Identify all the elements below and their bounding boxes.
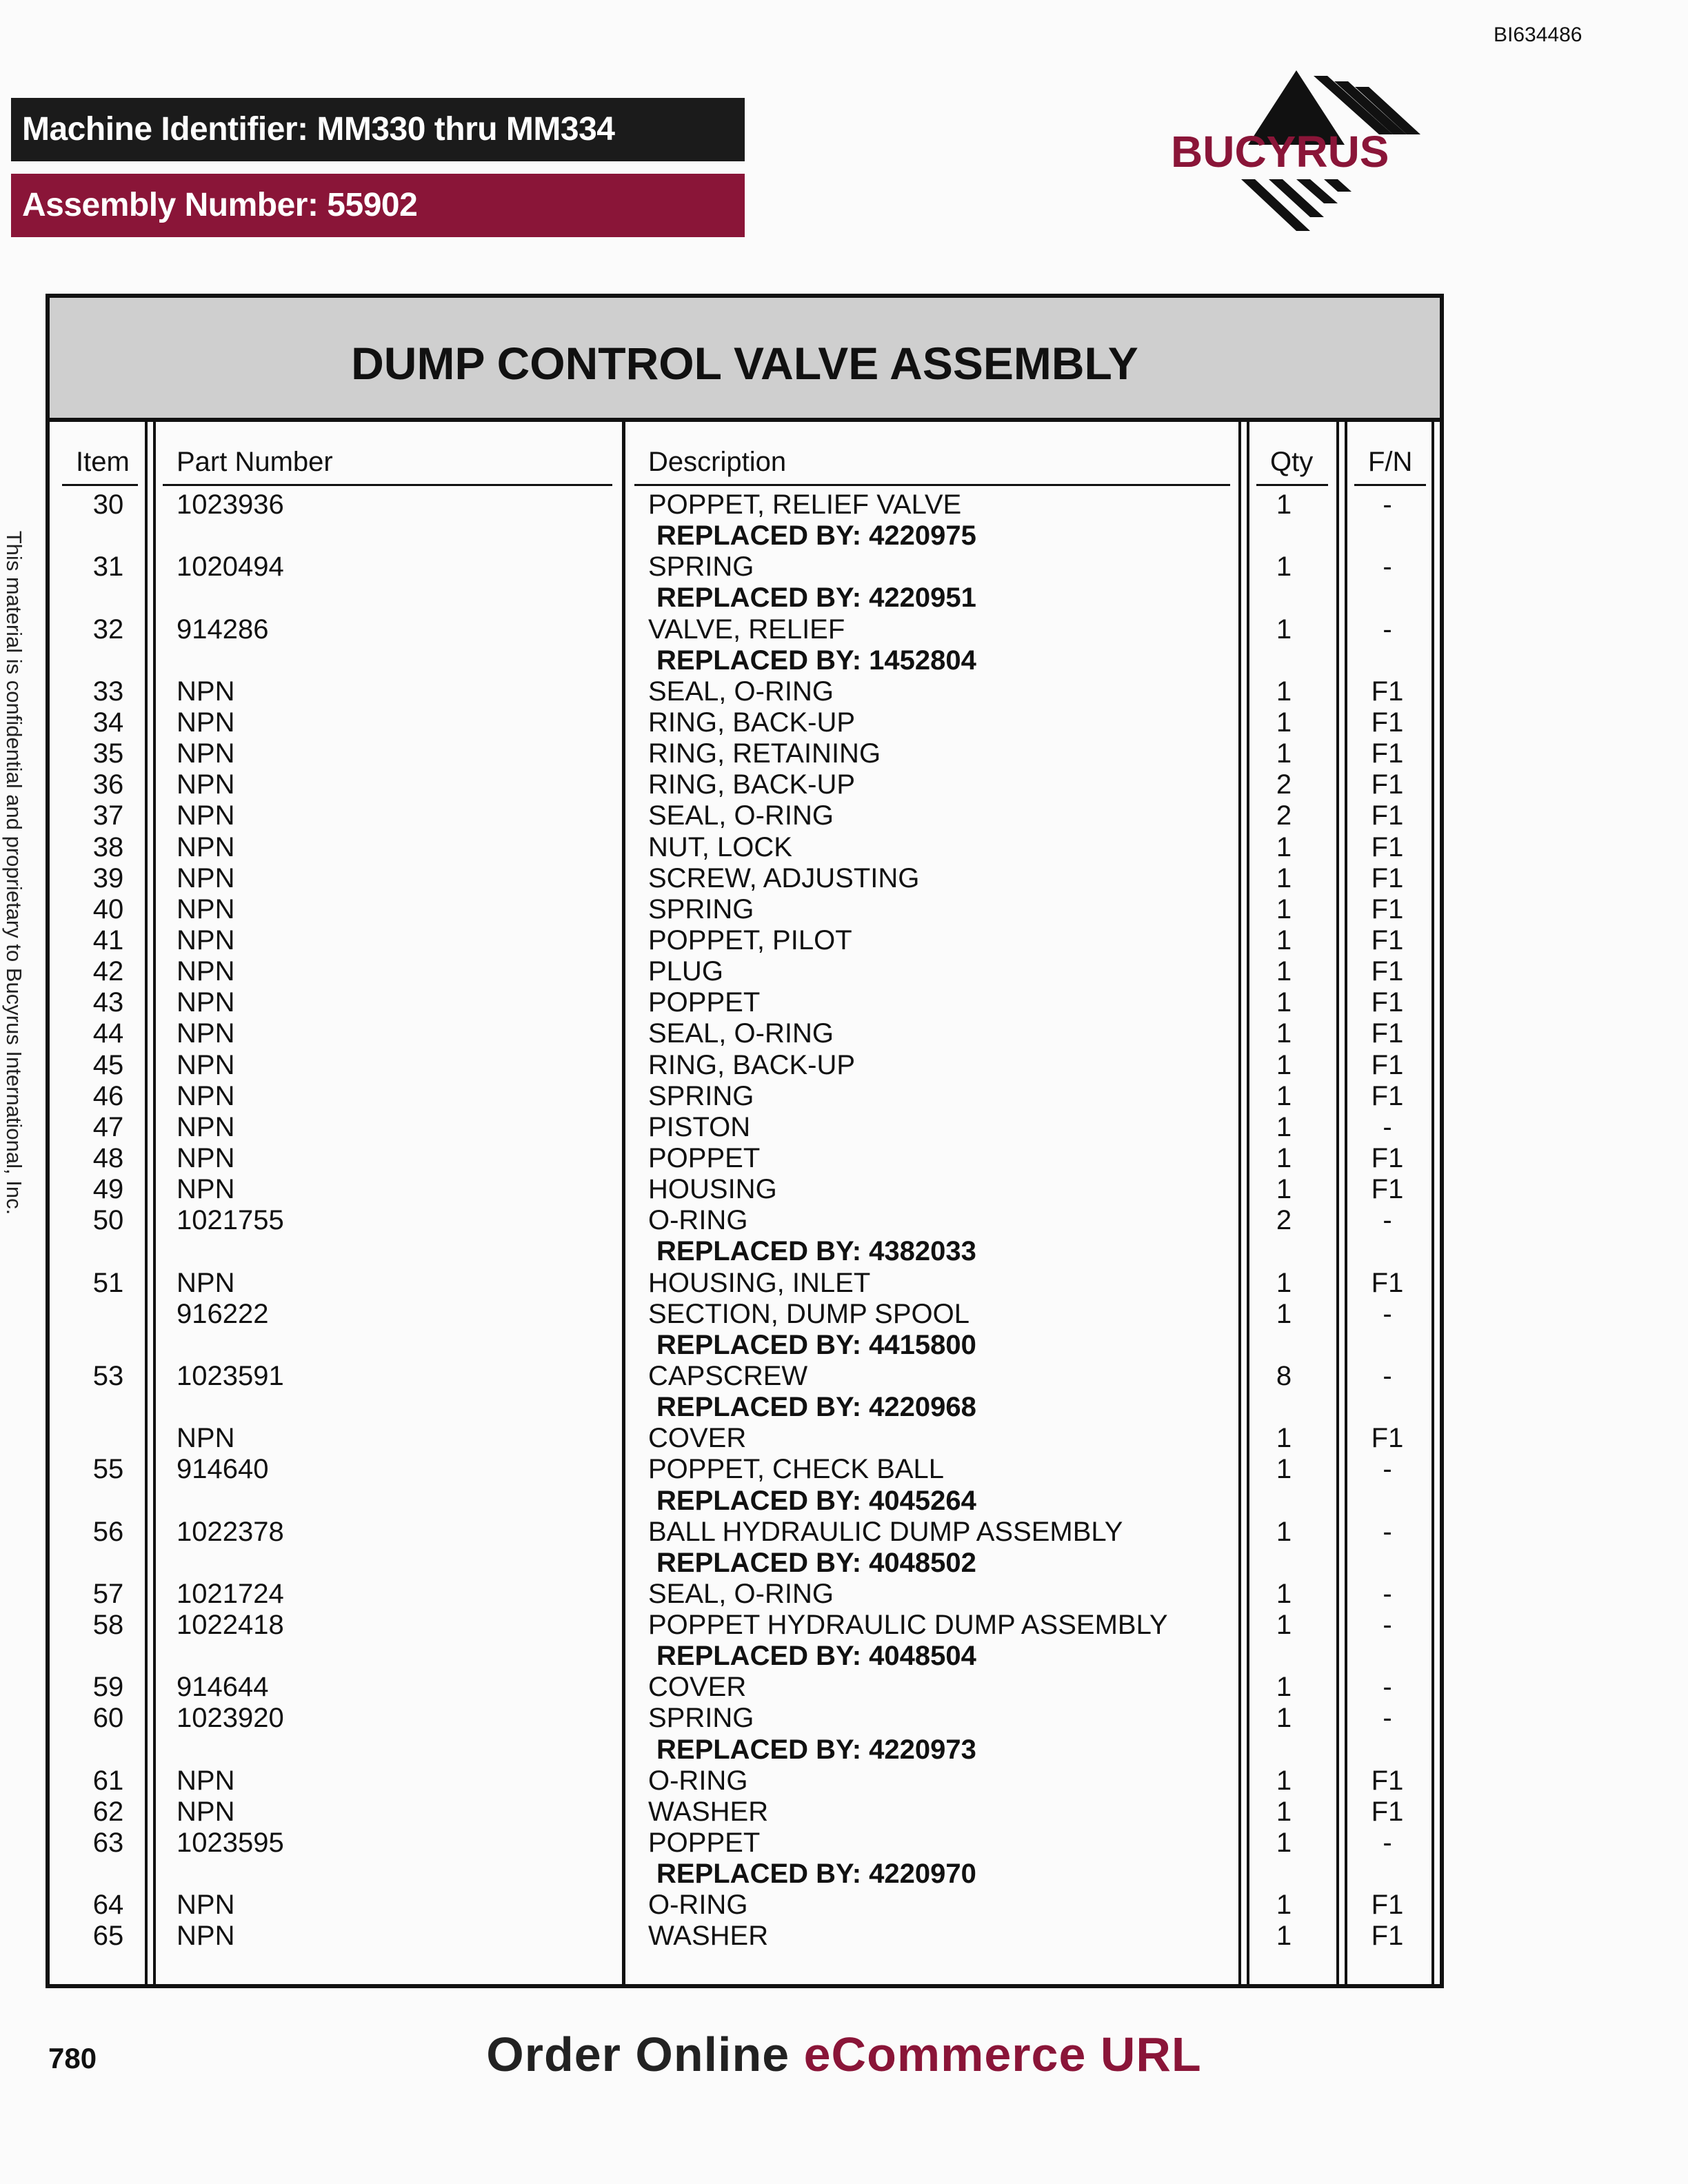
table-row [50,1330,1440,1361]
cell-qty: 1 [1276,552,1292,583]
cell-part-number: NPN [177,1921,235,1952]
table-row [50,925,1440,956]
header-fn: F/N [1368,447,1413,477]
cell-part-number: 914640 [177,1454,269,1485]
table-row [50,1050,1440,1081]
cell-item: 62 [92,1796,124,1827]
cell-qty: 1 [1276,1049,1292,1080]
cell-qty: 1 [1276,1796,1292,1827]
page-number: 780 [48,2042,97,2074]
cell-fn: F1 [1371,1174,1404,1205]
table-row [50,1081,1440,1112]
cell-part-number: NPN [177,1142,235,1173]
cell-item: 53 [92,1360,124,1391]
cell-part-number: 1023591 [177,1360,284,1391]
table-row [50,1018,1440,1049]
cell-description: O-RING [648,1890,748,1921]
table-row [50,1112,1440,1143]
cell-item: 47 [92,1111,124,1142]
cell-part-number: NPN [177,831,235,862]
table-row [50,1143,1440,1174]
table-row [50,707,1440,738]
cell-part-number: NPN [177,1174,235,1205]
ecommerce-url-text: eCommerce URL [803,2028,1202,2081]
cell-part-number: NPN [177,987,235,1018]
cell-item: 48 [92,1142,124,1173]
cell-part-number: NPN [177,862,235,893]
table-row [50,1672,1440,1703]
cell-item: 36 [92,769,124,800]
cell-description: SECTION, DUMP SPOOL [648,1298,970,1329]
cell-qty: 1 [1276,1298,1292,1329]
cell-fn: F1 [1371,676,1404,707]
table-row [50,583,1440,614]
cell-item: 65 [92,1921,124,1952]
cell-fn: - [1383,1672,1392,1703]
cell-description: REPLACED BY: 4045264 [656,1485,976,1516]
cell-qty: 1 [1276,1423,1292,1454]
table-row [50,1859,1440,1890]
cell-item: 49 [92,1174,124,1205]
cell-qty: 1 [1276,676,1292,707]
cell-fn: F1 [1371,924,1404,956]
cell-part-number: NPN [177,893,235,924]
table-row [50,489,1440,520]
cell-part-number: NPN [177,1796,235,1827]
cell-item: 46 [92,1080,124,1111]
cell-item: 37 [92,800,124,831]
cell-qty: 1 [1276,707,1292,738]
header-underline [1256,484,1328,486]
cell-qty: 1 [1276,1174,1292,1205]
cell-qty: 1 [1276,489,1292,520]
cell-description: HOUSING, INLET [648,1267,871,1298]
cell-part-number: NPN [177,676,235,707]
table-row [50,1423,1440,1454]
cell-part-number: NPN [177,924,235,956]
table-row [50,520,1440,552]
header-description: Description [648,447,787,477]
cell-description: SEAL, O-RING [648,676,834,707]
table-row [50,1766,1440,1797]
header-item: Item [76,447,130,477]
cell-description: POPPET [648,987,761,1018]
cell-item: 32 [92,614,124,645]
cell-qty: 1 [1276,1454,1292,1485]
table-row [50,894,1440,925]
title-bar [50,298,1440,422]
cell-fn: - [1383,1578,1392,1609]
cell-fn: F1 [1371,707,1404,738]
cell-qty: 2 [1276,769,1292,800]
cell-qty: 1 [1276,614,1292,645]
cell-fn: - [1383,1111,1392,1142]
table-row [50,1299,1440,1330]
cell-item: 51 [92,1267,124,1298]
cell-fn: - [1383,1703,1392,1734]
cell-item: 55 [92,1454,124,1485]
cell-qty: 1 [1276,893,1292,924]
cell-description: CAPSCREW [648,1360,808,1391]
table-row [50,1797,1440,1828]
cell-part-number: NPN [177,769,235,800]
cell-item: 35 [92,738,124,769]
cell-description: REPLACED BY: 4048504 [656,1641,976,1672]
cell-qty: 8 [1276,1360,1292,1391]
header-underline [1354,484,1426,486]
table-row [50,1392,1440,1423]
cell-part-number: 914644 [177,1672,269,1703]
cell-description: WASHER [648,1796,769,1827]
cell-description: REPLACED BY: 4382033 [656,1236,976,1267]
cell-qty: 1 [1276,1703,1292,1734]
cell-qty: 1 [1276,1578,1292,1609]
cell-fn: - [1383,614,1392,645]
cell-fn: - [1383,1360,1392,1391]
cell-description: REPLACED BY: 1452804 [656,645,976,676]
cell-qty: 1 [1276,1018,1292,1049]
cell-part-number: NPN [177,1049,235,1080]
cell-qty: 1 [1276,1080,1292,1111]
cell-description: REPLACED BY: 4220968 [656,1392,976,1423]
cell-item: 56 [92,1516,124,1547]
cell-fn: F1 [1371,956,1404,987]
cell-fn: - [1383,1516,1392,1547]
cell-description: RING, RETAINING [648,738,881,769]
cell-fn: F1 [1371,1080,1404,1111]
cell-fn: - [1383,1298,1392,1329]
cell-description: SPRING [648,1703,754,1734]
cell-item: 57 [92,1578,124,1609]
table-row [50,1517,1440,1548]
table-row [50,832,1440,863]
cell-qty: 1 [1276,1672,1292,1703]
cell-part-number: NPN [177,738,235,769]
logo-wordmark: BUCYRUS [1171,127,1389,176]
cell-part-number: 1021724 [177,1578,284,1609]
cell-fn: F1 [1371,1890,1404,1921]
cell-fn: F1 [1371,1049,1404,1080]
cell-part-number: NPN [177,1765,235,1796]
cell-part-number: 1020494 [177,552,284,583]
cell-item: 61 [92,1765,124,1796]
header-underline [62,484,138,486]
cell-part-number: 1023595 [177,1828,284,1859]
cell-item: 31 [92,552,124,583]
cell-part-number: NPN [177,1080,235,1111]
cell-part-number: NPN [177,1423,235,1454]
cell-item: 63 [92,1828,124,1859]
parts-table [46,294,1444,1988]
cell-description: RING, BACK-UP [648,707,856,738]
cell-fn: - [1383,1610,1392,1641]
cell-fn: F1 [1371,987,1404,1018]
table-row [50,1454,1440,1485]
cell-description: REPLACED BY: 4220951 [656,583,976,614]
cell-description: SPRING [648,552,754,583]
cell-fn: F1 [1371,1796,1404,1827]
cell-part-number: NPN [177,800,235,831]
cell-item: 58 [92,1610,124,1641]
table-row [50,1174,1440,1205]
cell-description: COVER [648,1672,747,1703]
cell-item: 50 [92,1205,124,1236]
parts-rows [50,489,1440,1952]
cell-qty: 2 [1276,1205,1292,1236]
cell-fn: - [1383,552,1392,583]
table-row [50,1921,1440,1952]
cell-qty: 2 [1276,800,1292,831]
cell-part-number: 916222 [177,1298,269,1329]
cell-description: POPPET [648,1142,761,1173]
cell-item: 40 [92,893,124,924]
assembly-number-banner: Assembly Number: 55902 [11,174,745,237]
bucyrus-logo [1165,69,1441,241]
table-row [50,769,1440,800]
cell-description: SEAL, O-RING [648,800,834,831]
table-row [50,863,1440,894]
cell-description: SEAL, O-RING [648,1018,834,1049]
table-row [50,614,1440,645]
cell-fn: F1 [1371,738,1404,769]
table-row [50,645,1440,676]
cell-description: O-RING [648,1205,748,1236]
document-id: BI634486 [1494,23,1582,46]
cell-fn: F1 [1371,800,1404,831]
cell-description: PLUG [648,956,723,987]
cell-fn: - [1383,1454,1392,1485]
cell-description: SPRING [648,893,754,924]
table-row [50,1735,1440,1766]
header-qty: Qty [1270,447,1314,477]
cell-fn: F1 [1371,1423,1404,1454]
table-row [50,1205,1440,1236]
cell-item: 30 [92,489,124,520]
cell-description: REPLACED BY: 4415800 [656,1329,976,1360]
table-row [50,1641,1440,1672]
table-row [50,1486,1440,1517]
machine-identifier-banner: Machine Identifier: MM330 thru MM334 [11,98,745,161]
table-row [50,1236,1440,1267]
cell-part-number: NPN [177,1890,235,1921]
cell-qty: 1 [1276,1828,1292,1859]
cell-fn: - [1383,1205,1392,1236]
cell-item: 60 [92,1703,124,1734]
cell-qty: 1 [1276,1267,1292,1298]
cell-description: HOUSING [648,1174,777,1205]
cell-description: SPRING [648,1080,754,1111]
table-row [50,1268,1440,1299]
cell-part-number: NPN [177,956,235,987]
table-row [50,552,1440,583]
cell-description: PISTON [648,1111,751,1142]
cell-description: BALL HYDRAULIC DUMP ASSEMBLY [648,1516,1123,1547]
cell-part-number: NPN [177,1111,235,1142]
cell-description: NUT, LOCK [648,831,792,862]
table-row [50,956,1440,987]
cell-item: 64 [92,1890,124,1921]
cell-description: POPPET, PILOT [648,924,852,956]
cell-description: POPPET [648,1828,761,1859]
table-row [50,1579,1440,1610]
cell-part-number: 1023936 [177,489,284,520]
cell-item: 41 [92,924,124,956]
cell-item: 59 [92,1672,124,1703]
cell-part-number: 1023920 [177,1703,284,1734]
cell-item: 34 [92,707,124,738]
cell-qty: 1 [1276,1890,1292,1921]
table-row [50,1828,1440,1859]
table-row [50,676,1440,707]
order-online-link[interactable] [0,2027,1688,2082]
table-row [50,1890,1440,1921]
cell-part-number: NPN [177,1267,235,1298]
cell-qty: 1 [1276,1610,1292,1641]
cell-fn: - [1383,489,1392,520]
cell-qty: 1 [1276,1516,1292,1547]
cell-qty: 1 [1276,1765,1292,1796]
cell-description: RING, BACK-UP [648,1049,856,1080]
cell-fn: - [1383,1828,1392,1859]
table-row [50,987,1440,1018]
cell-fn: F1 [1371,1142,1404,1173]
table-row [50,738,1440,769]
confidentiality-note: This material is confidential and proprietary to Bucyrus International, Inc. [2,530,26,1215]
table-row [50,1361,1440,1392]
cell-item: 39 [92,862,124,893]
header-part-number: Part Number [177,447,333,477]
cell-fn: F1 [1371,1921,1404,1952]
cell-qty: 1 [1276,738,1292,769]
cell-qty: 1 [1276,987,1292,1018]
table-row [50,800,1440,831]
cell-item: 42 [92,956,124,987]
cell-qty: 1 [1276,924,1292,956]
cell-item: 45 [92,1049,124,1080]
cell-fn: F1 [1371,862,1404,893]
table-row [50,1610,1440,1641]
cell-fn: F1 [1371,769,1404,800]
cell-qty: 1 [1276,956,1292,987]
cell-description: WASHER [648,1921,769,1952]
cell-part-number: 914286 [177,614,269,645]
cell-fn: F1 [1371,893,1404,924]
cell-fn: F1 [1371,831,1404,862]
cell-description: REPLACED BY: 4220970 [656,1859,976,1890]
table-row [50,1548,1440,1579]
cell-part-number: 1022378 [177,1516,284,1547]
cell-description: REPLACED BY: 4220973 [656,1734,976,1765]
cell-fn: F1 [1371,1765,1404,1796]
cell-item: 44 [92,1018,124,1049]
cell-description: SCREW, ADJUSTING [648,862,920,893]
cell-description: POPPET, RELIEF VALVE [648,489,962,520]
cell-part-number: 1022418 [177,1610,284,1641]
cell-description: VALVE, RELIEF [648,614,845,645]
cell-qty: 1 [1276,1921,1292,1952]
cell-description: RING, BACK-UP [648,769,856,800]
cell-description: REPLACED BY: 4048502 [656,1547,976,1578]
cell-qty: 1 [1276,831,1292,862]
cell-fn: F1 [1371,1267,1404,1298]
order-online-text: Order Online [486,2028,790,2081]
cell-part-number: NPN [177,1018,235,1049]
header-underline [634,484,1230,486]
cell-item: 43 [92,987,124,1018]
cell-part-number: 1021755 [177,1205,284,1236]
cell-description: SEAL, O-RING [648,1578,834,1609]
cell-item: 33 [92,676,124,707]
cell-qty: 1 [1276,1111,1292,1142]
cell-item: 38 [92,831,124,862]
cell-description: REPLACED BY: 4220975 [656,520,976,552]
cell-qty: 1 [1276,862,1292,893]
cell-description: O-RING [648,1765,748,1796]
cell-description: POPPET, CHECK BALL [648,1454,945,1485]
cell-part-number: NPN [177,707,235,738]
table-row [50,1703,1440,1734]
cell-qty: 1 [1276,1142,1292,1173]
header-underline [163,484,612,486]
cell-description: COVER [648,1423,747,1454]
table-title: DUMP CONTROL VALVE ASSEMBLY [351,338,1138,389]
cell-description: POPPET HYDRAULIC DUMP ASSEMBLY [648,1610,1168,1641]
cell-fn: F1 [1371,1018,1404,1049]
